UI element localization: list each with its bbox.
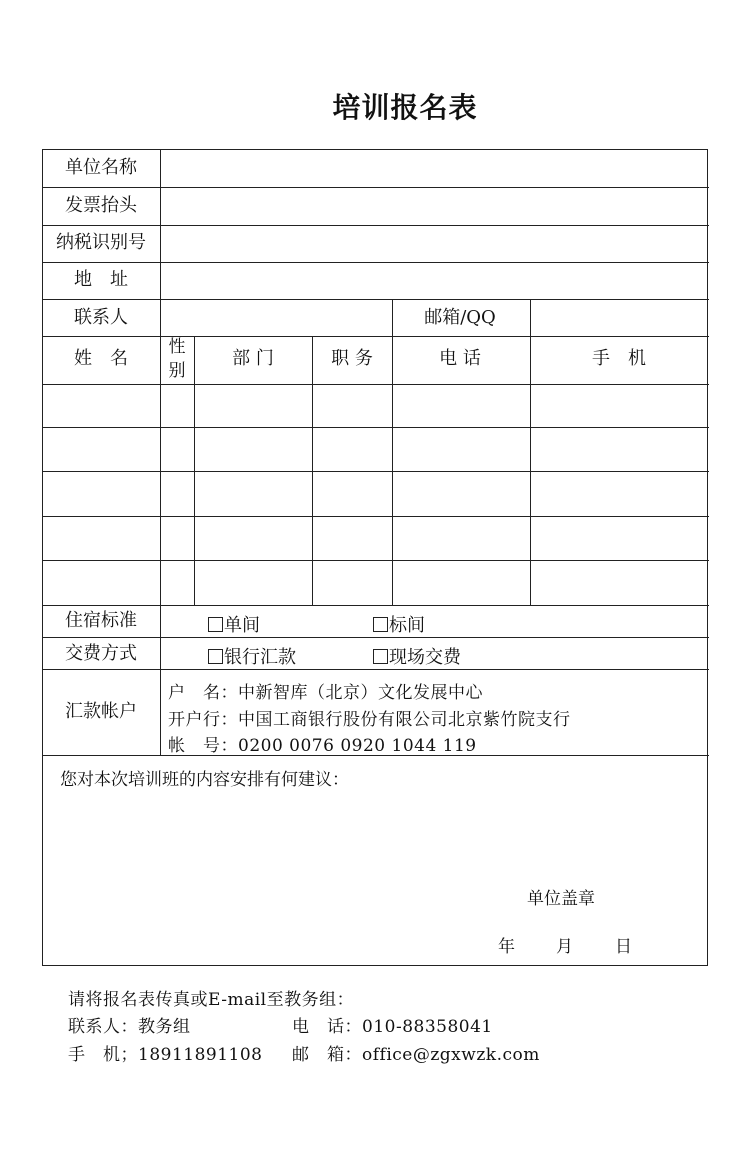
row-divider [43,669,709,670]
footer-phone: 电 话：010-88358041 [292,1017,493,1037]
suggestion-field[interactable] [50,800,700,880]
tax-id-label: 纳税识别号 [56,232,146,253]
email-qq-label: 邮箱/QQ [424,307,496,328]
unit-name-field[interactable] [160,150,707,186]
unit-stamp-label: 单位盖章 [527,889,595,909]
footer-mobile: 手 机；18911891108 [68,1045,263,1065]
footer-email: 邮 箱：office@zgxwzk.com [292,1045,540,1065]
standard-room-option[interactable] [373,611,425,637]
checkbox-icon[interactable] [373,617,388,632]
bank-transfer-option[interactable] [208,643,296,669]
onsite-payment-option[interactable] [373,643,461,669]
standard-room-label: 标间 [389,615,425,636]
bank-account-label: 汇款帐户 [65,701,137,722]
participant-row[interactable] [43,427,707,470]
payment-label: 交费方式 [65,643,137,664]
row-divider [43,336,709,337]
participant-row[interactable] [43,560,707,604]
suggestion-prompt: 您对本次培训班的内容安排有何建议： [60,770,349,790]
address-label: 地 址 [74,269,128,290]
row-divider [43,605,709,606]
account-holder: 户 名：中新智库（北京）文化发展中心 [168,683,483,703]
col-header-name: 姓 名 [74,348,128,369]
address-field[interactable] [160,262,707,298]
footer-instruction: 请将报名表传真或E-mail至教务组： [68,990,355,1010]
checkbox-icon[interactable] [208,649,223,664]
onsite-payment-label: 现场交费 [389,647,461,668]
form-title: 培训报名表 [332,91,478,124]
single-room-label: 单间 [224,615,260,636]
bank-branch: 开户行：中国工商银行股份有限公司北京紫竹院支行 [168,710,571,730]
accommodation-label: 住宿标准 [65,610,137,631]
col-header-mobile: 手 机 [592,348,646,369]
footer-contact: 联系人：教务组 [68,1017,191,1037]
checkbox-icon[interactable] [373,649,388,664]
invoice-title-label: 发票抬头 [65,195,137,216]
unit-name-label: 单位名称 [65,157,137,178]
participant-row[interactable] [43,516,707,559]
invoice-title-field[interactable] [160,187,707,224]
tax-id-field[interactable] [160,225,707,261]
date-day: 日 [615,937,632,957]
bank-transfer-label: 银行汇款 [224,647,296,668]
account-number: 帐 号：0200 0076 0920 1044 119 [168,736,477,756]
row-divider [43,637,709,638]
email-qq-field[interactable] [530,299,707,335]
checkbox-icon[interactable] [208,617,223,632]
contact-label: 联系人 [74,307,128,328]
single-room-option[interactable] [208,611,260,637]
col-header-gender-2: 别 [168,361,186,381]
date-month: 月 [556,937,573,957]
participant-row[interactable] [43,384,707,426]
col-header-dept: 部 门 [232,348,274,369]
contact-field[interactable] [160,299,390,335]
date-year: 年 [498,937,515,957]
col-header-gender-1: 性 [168,337,186,357]
col-header-position: 职 务 [331,348,373,369]
participant-row[interactable] [43,471,707,515]
col-header-phone: 电 话 [439,348,481,369]
